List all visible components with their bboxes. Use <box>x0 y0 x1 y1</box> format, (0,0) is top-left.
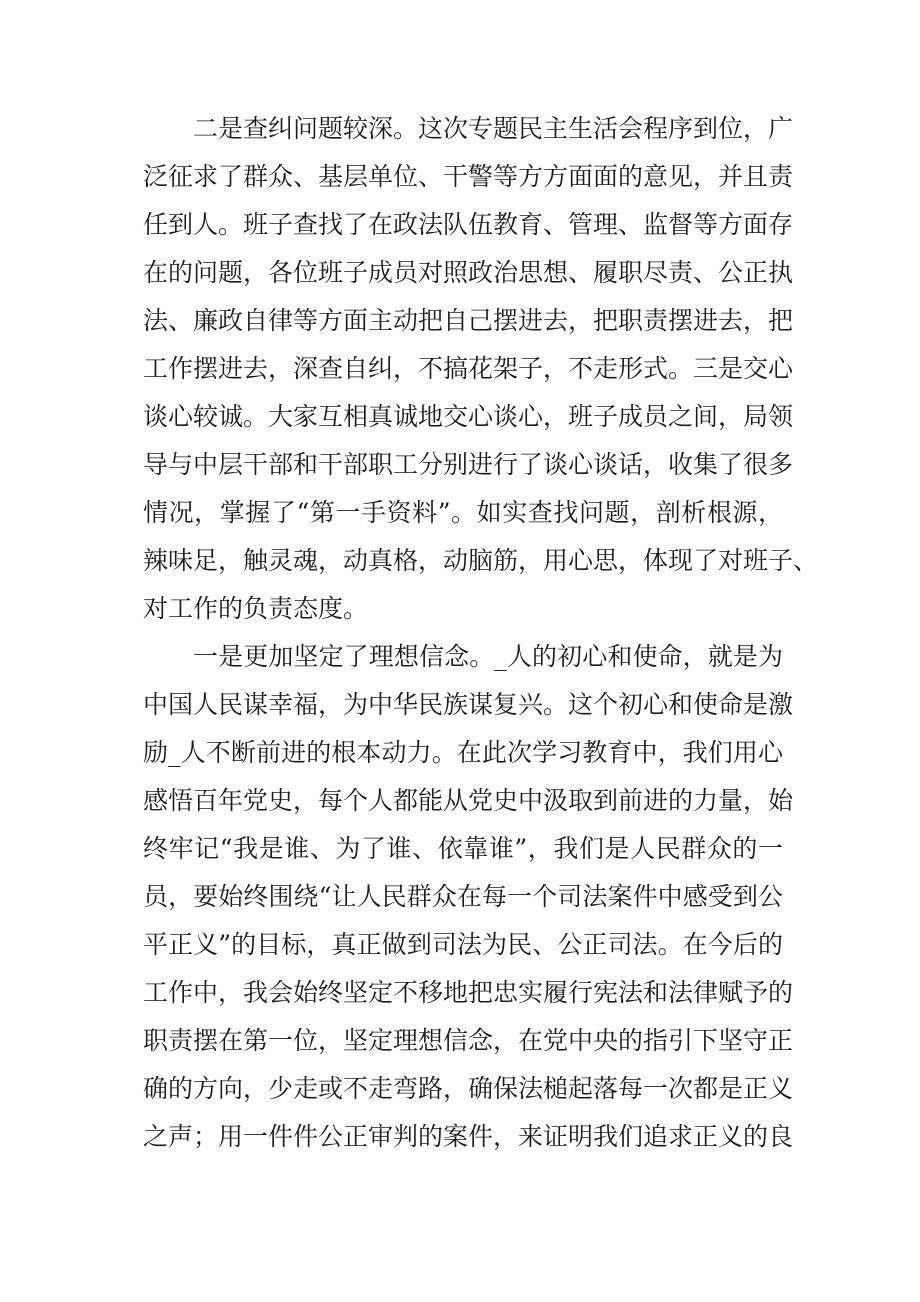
text-line: 谈心较诚。大家互相真诚地交心谈心，班子成员之间，局领 <box>143 402 794 431</box>
text-line: 一是更加坚定了理想信念。_人的初心和使命，就是为 <box>193 642 783 671</box>
text-line: 工作摆进去，深查自纠，不搞花架子，不走形式。三是交心 <box>143 354 794 383</box>
text-line: 员，要始终围绕“让人民群众在每一个司法案件中感受到公 <box>143 882 783 911</box>
text-line: 情况，掌握了“第一手资料”。如实查找问题，剖析根源， <box>143 498 783 527</box>
text-line: 确的方向，少走或不走弯路，确保法槌起落每一次都是正义 <box>143 1074 794 1103</box>
text-line: 之声；用一件件公正审判的案件，来证明我们追求正义的良 <box>143 1122 794 1151</box>
text-line: 平正义”的目标，真正做到司法为民、公正司法。在今后的 <box>143 930 783 959</box>
text-line: 终牢记“我是谁、为了谁、依靠谁”，我们是人民群众的一 <box>143 834 783 863</box>
text-line: 辣味足，触灵魂，动真格，动脑筋，用心思，体现了对班子、 <box>143 546 819 575</box>
text-line: 法、廉政自律等方面主动把自己摆进去，把职责摆进去，把 <box>143 306 794 335</box>
document-body <box>143 105 819 1161</box>
text-line: 感悟百年党史，每个人都能从党史中汲取到前进的力量，始 <box>143 786 794 815</box>
text-line: 导与中层干部和干部职工分别进行了谈心谈话，收集了很多 <box>143 450 794 479</box>
text-line: 工作中，我会始终坚定不移地把忠实履行宪法和法律赋予的 <box>143 978 794 1007</box>
text-line: 对工作的负责态度。 <box>143 594 369 623</box>
text-line: 职责摆在第一位，坚定理想信念，在党中央的指引下坚守正 <box>143 1026 794 1055</box>
paragraph-2 <box>143 633 794 1161</box>
text-line: 二是查纠问题较深。这次专题民主生活会程序到位，广 <box>193 114 794 143</box>
text-line: 中国人民谋幸福，为中华民族谋复兴。这个初心和使命是激 <box>143 690 794 719</box>
text-line: 励_人不断前进的根本动力。在此次学习教育中，我们用心 <box>143 738 783 767</box>
paragraph-1 <box>143 105 819 633</box>
text-line: 在的问题，各位班子成员对照政治思想、履职尽责、公正执 <box>143 258 794 287</box>
text-line: 任到人。班子查找了在政法队伍教育、管理、监督等方面存 <box>143 210 794 239</box>
text-line: 泛征求了群众、基层单位、干警等方方面面的意见，并且责 <box>143 162 794 191</box>
